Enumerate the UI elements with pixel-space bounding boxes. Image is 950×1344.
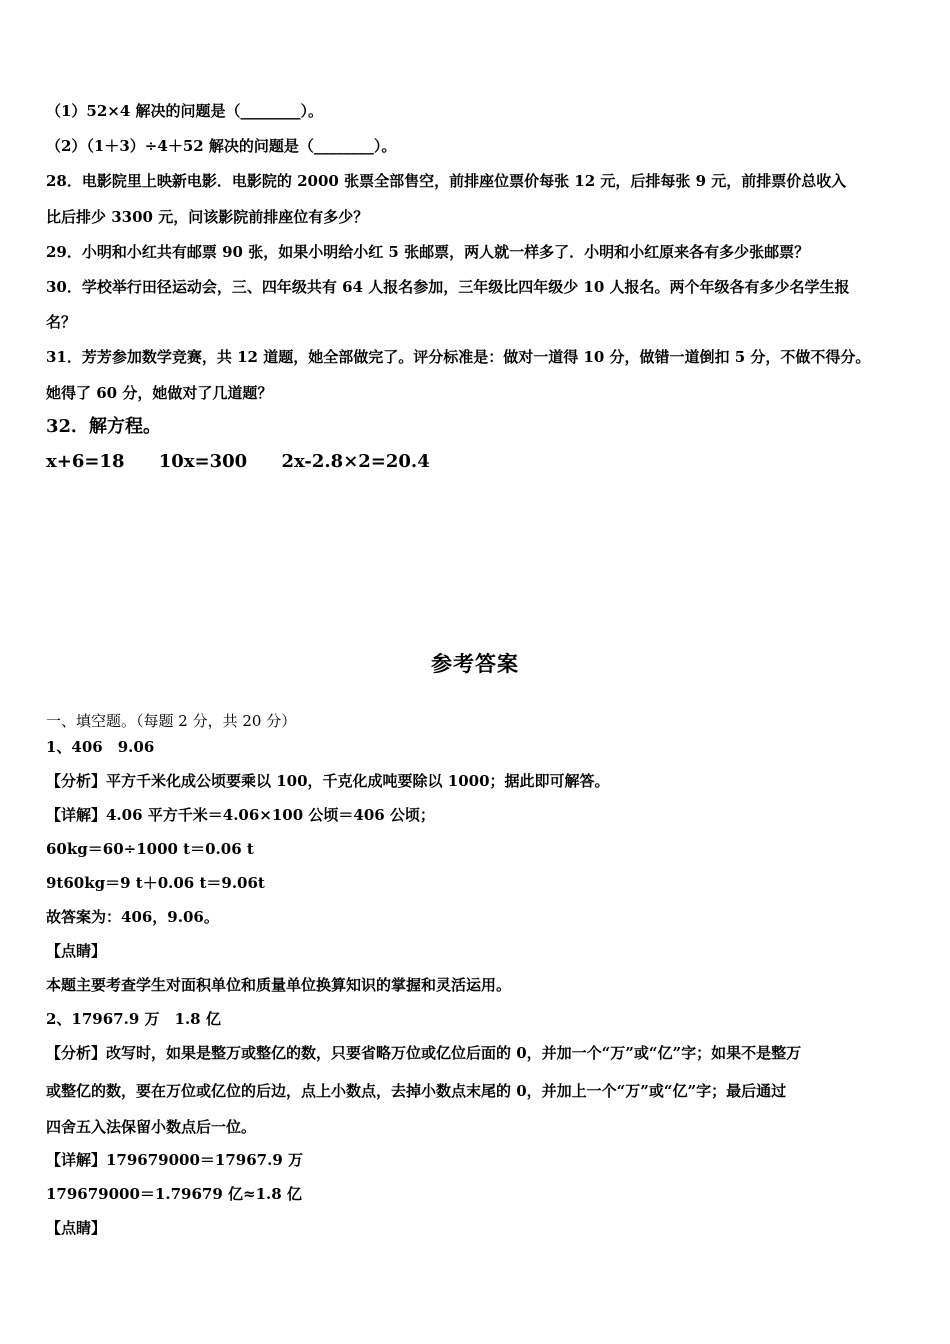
question-31-line2: 她得了 60 分，她做对了几道题？ (46, 384, 273, 402)
answer-1-step-2: 9t60kg＝9 t＋0.06 t＝9.06t (46, 874, 265, 892)
question-31-line1: 31．芳芳参加数学竞赛，共 12 道题，她全部做完了。评分标准是：做对一道得 10 分，做错一道倒扣 5 分，不做不得分。 (46, 348, 871, 366)
question-30-line1: 30．学校举行田径运动会，三、四年级共有 64 人报名参加，三年级比四年级少 10 人报名。两个年级各有多少名学生报 (46, 278, 850, 296)
answer-1: 1、406 9.06 (46, 738, 155, 756)
answer-2: 2、17967.9 万 1.8 亿 (46, 1010, 221, 1028)
answer-1-conclusion: 故答案为：406，9.06。 (46, 908, 219, 926)
answer-1-note-label: 【点睛】 (46, 942, 107, 960)
question-27-2: （2）（1＋3）÷4＋52 解决的问题是（________）。 (46, 137, 397, 155)
equations-row (46, 452, 458, 472)
equation-1: x+6=18 (46, 451, 125, 472)
question-28-line2: 比后排少 3300 元，问该影院前排座位有多少？ (46, 208, 369, 226)
answers-title: 参考答案 (431, 651, 519, 676)
question-30-line2: 名？ (46, 313, 77, 331)
question-32: 32．解方程。 (46, 416, 162, 437)
answer-2-step-1: 179679000＝1.79679 亿≈1.8 亿 (46, 1185, 302, 1203)
answer-2-note-label: 【点睛】 (46, 1219, 107, 1237)
question-28-line1: 28．电影院里上映新电影．电影院的 2000 张票全部售空，前排座位票价每张 12 元，后排每张 9 元，前排票价总收入 (46, 172, 847, 190)
answer-2-detail: 【详解】179679000＝17967.9 万 (46, 1151, 304, 1169)
answer-1-analysis: 【分析】平方千米化成公顷要乘以 100，千克化成吨要除以 1000；据此即可解答。 (46, 772, 610, 790)
answer-2-analysis-line2: 或整亿的数，要在万位或亿位的后边，点上小数点，去掉小数点末尾的 0，并加上一个“万”或“亿”字；最后通过 (46, 1082, 787, 1100)
equation-2: 10x=300 (158, 451, 248, 472)
answer-1-detail: 【详解】4.06 平方千米＝4.06×100 公顷＝406 公顷； (46, 806, 435, 824)
question-27-1: （1）52×4 解决的问题是（________）。 (46, 102, 324, 120)
answer-2-analysis-line1: 【分析】改写时，如果是整万或整亿的数，只要省略万位或亿位后面的 0，并加一个“万”或“亿”字；如果不是整万 (46, 1044, 802, 1062)
answer-2-analysis-line3: 四舍五入法保留小数点后一位。 (46, 1118, 257, 1136)
answer-1-note-text: 本题主要考查学生对面积单位和质量单位换算知识的掌握和灵活运用。 (46, 976, 512, 994)
equation-3: 2x-2.8×2=20.4 (281, 451, 430, 472)
question-29: 29．小明和小红共有邮票 90 张，如果小明给小红 5 张邮票，两人就一样多了．小明和小红原来各有多少张邮票？ (46, 243, 810, 261)
answers-section-heading: 一、填空题。（每题 2 分，共 20 分） (46, 712, 297, 730)
answer-1-step-1: 60kg＝60÷1000 t＝0.06 t (46, 840, 254, 858)
